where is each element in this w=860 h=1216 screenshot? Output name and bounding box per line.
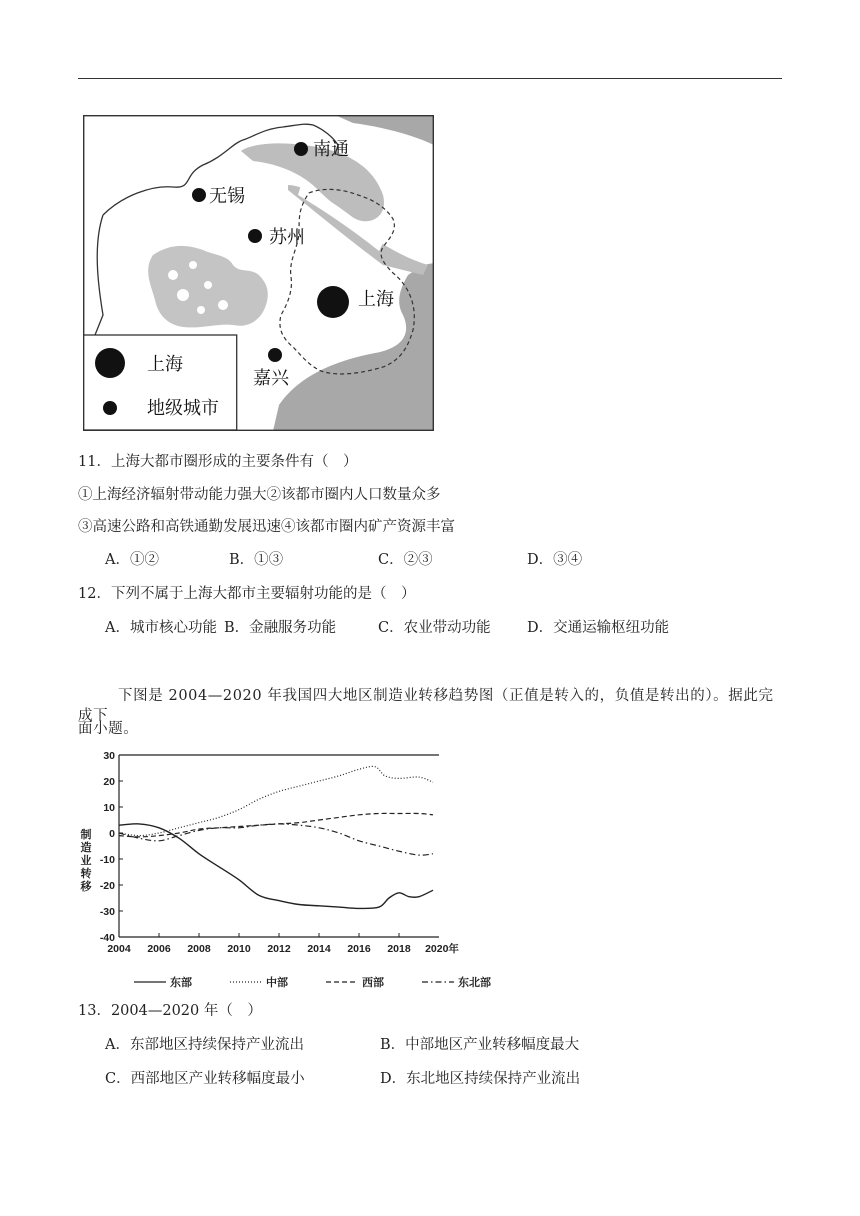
city-label-jiaxing: 嘉兴 xyxy=(253,368,289,389)
y-axis-label-char: 转 xyxy=(80,867,92,880)
city-dot-nantong xyxy=(294,142,308,156)
x-tick-label-end: 2020年 xyxy=(425,943,459,955)
q11-option-c[interactable]: C．②③ xyxy=(378,552,433,568)
y-axis-label-char: 造 xyxy=(80,841,92,854)
legend-city-label: 地级城市 xyxy=(147,398,219,419)
y-tick-label: -30 xyxy=(99,906,115,918)
series-line-3 xyxy=(119,813,433,836)
y-tick-label: 0 xyxy=(109,828,115,840)
y-axis-label-char: 制 xyxy=(80,828,92,841)
q12-option-c[interactable]: C．农业带动功能 xyxy=(378,620,491,636)
q13-stem: 13．2004—2020 年（ ） xyxy=(78,1003,262,1019)
y-tick-label: 10 xyxy=(103,802,115,814)
legend-label-3: 西部 xyxy=(362,976,384,989)
y-tick-label: -10 xyxy=(99,854,115,866)
city-dot-wuxi xyxy=(192,188,206,202)
y-tick-label: -20 xyxy=(99,880,115,892)
y-axis-label-char: 移 xyxy=(80,880,92,893)
legend-city-symbol xyxy=(103,401,117,415)
q12-option-d[interactable]: D．交通运输枢纽功能 xyxy=(527,620,670,636)
y-axis-label-char: 业 xyxy=(80,854,92,867)
q11-option-b[interactable]: B．①③ xyxy=(229,552,284,568)
x-tick-label: 2018 xyxy=(387,943,411,955)
q11-line1: ①上海经济辐射带动能力强大②该都市圈内人口数量众多 xyxy=(78,487,441,503)
legend-big-city-label: 上海 xyxy=(147,354,183,375)
y-tick-label: 30 xyxy=(103,750,115,762)
legend-big-city-symbol xyxy=(95,348,125,378)
land-outline-west xyxy=(95,215,103,335)
series-line-1 xyxy=(119,824,433,909)
city-label-wuxi: 无锡 xyxy=(209,186,245,207)
legend-label-1: 东部 xyxy=(170,976,192,989)
q12-option-a[interactable]: A．城市核心功能 xyxy=(105,620,217,636)
q13-option-b[interactable]: B．中部地区产业转移幅度最大 xyxy=(380,1037,580,1053)
y-tick-label: 20 xyxy=(103,776,115,788)
x-tick-label: 2008 xyxy=(187,943,211,955)
q11-line2: ③高速公路和高铁通勤发展迅速④该都市圈内矿产资源丰富 xyxy=(78,519,455,535)
intro-line1: 下图是 2004—2020 年我国四大地区制造业转移趋势图（正值是转入的，负值是转出的）。据此完成下 xyxy=(78,688,774,724)
header-rule xyxy=(78,78,782,79)
legend-label-2: 中部 xyxy=(266,976,288,989)
y-tick-label: -40 xyxy=(99,932,115,944)
q13-option-a[interactable]: A．东部地区持续保持产业流出 xyxy=(105,1037,304,1053)
series-line-4 xyxy=(119,824,433,855)
q12-option-b[interactable]: B．金融服务功能 xyxy=(224,620,337,636)
chart-axes xyxy=(80,750,460,955)
q13-option-c[interactable]: C．西部地区产业转移幅度最小 xyxy=(105,1071,305,1087)
city-dot-jiaxing xyxy=(268,348,282,362)
q11-stem: 11．上海大都市圈形成的主要条件有（ ） xyxy=(78,454,358,470)
series-line-2 xyxy=(119,766,433,835)
chart-legend xyxy=(134,975,491,989)
intro-line2: 面小题。 xyxy=(78,721,139,737)
x-tick-label: 2016 xyxy=(347,943,371,955)
q12-stem: 12．下列不属于上海大都市主要辐射功能的是（ ） xyxy=(78,586,416,602)
x-tick-label: 2004 xyxy=(107,943,131,955)
city-dot-suzhou xyxy=(248,229,262,243)
q11-option-d[interactable]: D．③④ xyxy=(527,552,583,568)
q11-option-a[interactable]: A．①② xyxy=(105,552,159,568)
x-tick-label: 2012 xyxy=(267,943,291,955)
shanghai-metro-map xyxy=(83,115,434,431)
city-label-nantong: 南通 xyxy=(313,139,349,160)
legend-label-4: 东北部 xyxy=(458,976,491,989)
city-dot-shanghai xyxy=(317,286,349,318)
city-label-shanghai: 上海 xyxy=(358,289,394,310)
manufacturing-transfer-chart xyxy=(76,742,491,992)
x-tick-label: 2010 xyxy=(227,943,251,955)
chart-series xyxy=(119,766,433,908)
x-tick-label: 2006 xyxy=(147,943,171,955)
city-label-suzhou: 苏州 xyxy=(269,227,305,248)
q13-option-d[interactable]: D．东北地区持续保持产业流出 xyxy=(380,1071,581,1087)
x-tick-label: 2014 xyxy=(307,943,331,955)
